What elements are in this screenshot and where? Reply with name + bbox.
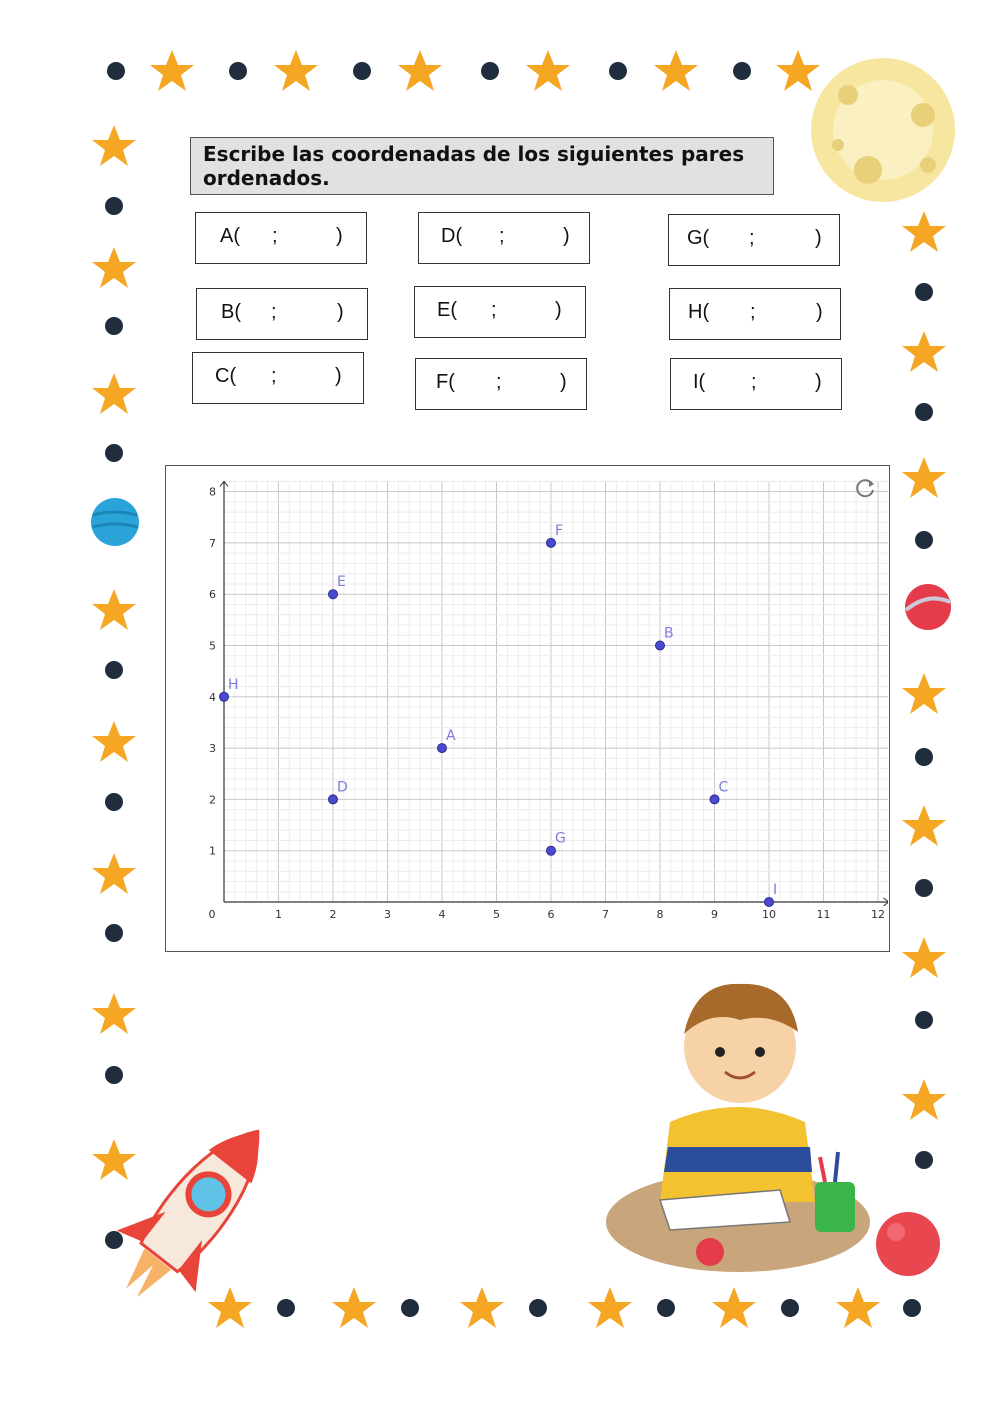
planet-icon (90, 497, 140, 547)
dot-decoration (105, 793, 123, 811)
dot-decoration (105, 444, 123, 462)
answer-label: G( (687, 227, 710, 249)
answer-close: ) (555, 299, 562, 321)
star-icon (901, 329, 947, 375)
coordinate-plane (166, 466, 888, 950)
y-tick-label: 2 (209, 793, 216, 807)
point-c (710, 795, 719, 804)
dot-decoration (105, 1066, 123, 1084)
answer-box-b[interactable] (196, 288, 368, 340)
star-icon (91, 851, 137, 897)
y-tick-label: 1 (209, 844, 216, 858)
answer-separator: ; (491, 299, 497, 321)
point-a (438, 744, 447, 753)
dot-decoration (915, 283, 933, 301)
planet-icon (874, 1210, 942, 1278)
answer-box-h[interactable] (669, 288, 841, 340)
answer-close: ) (335, 365, 342, 387)
dot-decoration (105, 317, 123, 335)
dot-decoration (105, 924, 123, 942)
dot-decoration (903, 1299, 921, 1317)
star-icon (901, 671, 947, 717)
x-tick-label: 8 (656, 908, 664, 921)
x-tick-label: 11 (816, 908, 831, 921)
dot-decoration (781, 1299, 799, 1317)
star-icon (901, 455, 947, 501)
instruction-box (190, 137, 774, 195)
rocket-icon (85, 1108, 295, 1328)
answer-separator: ; (751, 371, 757, 393)
dot-decoration (401, 1299, 419, 1317)
dot-decoration (529, 1299, 547, 1317)
answer-separator: ; (496, 371, 502, 393)
x-tick-label: 2 (329, 908, 337, 921)
x-tick-label: 7 (602, 908, 609, 921)
star-icon (711, 1285, 757, 1331)
y-tick-label: 6 (209, 588, 216, 602)
x-tick-label: 12 (871, 908, 885, 921)
answer-label: F( (436, 371, 455, 393)
star-icon (397, 48, 443, 94)
point-g (547, 846, 556, 855)
answer-box-c[interactable] (192, 352, 364, 404)
dot-decoration (657, 1299, 675, 1317)
instruction-text: Escribe las coordenadas de los siguientes pares ordenados. (203, 142, 745, 190)
star-icon (331, 1285, 377, 1331)
dot-decoration (733, 62, 751, 80)
point-label: I (773, 882, 778, 898)
graph-panel (165, 465, 890, 952)
dot-decoration (915, 403, 933, 421)
answer-close: ) (815, 227, 822, 249)
moon-icon (808, 55, 958, 205)
star-icon (525, 48, 571, 94)
answer-box-f[interactable] (415, 358, 587, 410)
answer-box-g[interactable] (668, 214, 840, 266)
x-tick-label: 3 (384, 908, 391, 921)
point-label: F (555, 522, 564, 539)
answer-box-i[interactable] (670, 358, 842, 410)
star-icon (91, 245, 137, 291)
x-tick-label: 5 (493, 908, 500, 921)
y-tick-label: 5 (209, 639, 216, 653)
point-label: D (337, 779, 348, 796)
dot-decoration (915, 1011, 933, 1029)
dot-decoration (105, 197, 123, 215)
answer-box-e[interactable] (414, 286, 586, 338)
planet-icon (903, 582, 953, 632)
star-icon (587, 1285, 633, 1331)
x-tick-label: 9 (711, 908, 718, 921)
answer-close: ) (815, 371, 822, 393)
point-e (329, 590, 338, 599)
answer-close: ) (816, 301, 823, 323)
star-icon (91, 991, 137, 1037)
dot-decoration (915, 1151, 933, 1169)
dot-decoration (229, 62, 247, 80)
dot-decoration (481, 62, 499, 80)
y-tick-label: 7 (209, 536, 216, 550)
dot-decoration (353, 62, 371, 80)
dot-decoration (915, 748, 933, 766)
answer-close: ) (337, 301, 344, 323)
answer-label: A( (220, 225, 240, 247)
refresh-icon[interactable] (853, 476, 877, 500)
y-tick-label: 3 (209, 742, 216, 756)
answer-separator: ; (272, 225, 278, 247)
answer-box-a[interactable] (195, 212, 367, 264)
answer-label: H( (688, 301, 710, 323)
star-icon (901, 803, 947, 849)
point-d (329, 795, 338, 804)
answer-close: ) (560, 371, 567, 393)
star-icon (273, 48, 319, 94)
answer-separator: ; (749, 227, 755, 249)
point-b (656, 641, 665, 650)
dot-decoration (915, 531, 933, 549)
answer-separator: ; (750, 301, 756, 323)
point-h (220, 692, 229, 701)
point-label: E (337, 574, 346, 591)
answer-label: D( (441, 225, 463, 247)
answer-separator: ; (499, 225, 505, 247)
answer-label: I( (693, 371, 706, 393)
star-icon (901, 935, 947, 981)
point-label: A (446, 728, 456, 745)
answer-close: ) (563, 225, 570, 247)
star-icon (653, 48, 699, 94)
answer-close: ) (336, 225, 343, 247)
point-i (765, 898, 774, 907)
point-label: B (664, 625, 674, 642)
dot-decoration (105, 661, 123, 679)
star-icon (91, 371, 137, 417)
x-tick-label: 10 (762, 908, 776, 921)
star-icon (149, 48, 195, 94)
x-tick-label: 6 (547, 908, 555, 921)
x-tick-label: 4 (438, 908, 446, 921)
answer-label: B( (221, 301, 241, 323)
star-icon (901, 1077, 947, 1123)
boy-illustration (600, 972, 880, 1282)
answer-label: E( (437, 299, 457, 321)
point-label: G (555, 830, 566, 847)
star-icon (91, 587, 137, 633)
answer-separator: ; (271, 365, 277, 387)
point-label: C (718, 779, 729, 796)
dot-decoration (107, 62, 125, 80)
y-tick-label: 4 (209, 690, 216, 704)
answer-label: C( (215, 365, 237, 387)
answer-separator: ; (271, 301, 277, 323)
star-icon (835, 1285, 881, 1331)
dot-decoration (609, 62, 627, 80)
point-f (547, 538, 556, 547)
y-tick-label: 8 (209, 485, 216, 499)
dot-decoration (915, 879, 933, 897)
answer-box-d[interactable] (418, 212, 590, 264)
star-icon (459, 1285, 505, 1331)
point-label: H (228, 676, 239, 693)
star-icon (91, 123, 137, 169)
x-tick-label: 0 (208, 908, 216, 921)
star-icon (91, 719, 137, 765)
x-tick-label: 1 (275, 908, 282, 921)
star-icon (901, 209, 947, 255)
